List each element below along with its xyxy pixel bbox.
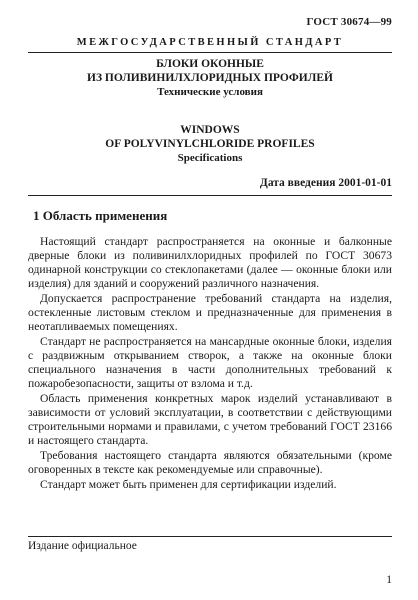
title-ru-subtitle: Технические условия — [157, 86, 263, 98]
paragraph: Настоящий стандарт распространяется на оконные и балконные дверные блоки из поливинилхлоридных профилей по ГОСТ 30673 одинарной конструкции со стеклопакетами (далее — оконные блоки или изделия) для зданий и сооружений различного назначения. — [28, 235, 392, 290]
standard-type-heading: МЕЖГОСУДАРСТВЕННЫЙ СТАНДАРТ — [76, 37, 344, 48]
section-heading: 1 Область применения — [33, 208, 168, 223]
title-en-subtitle: Specifications — [177, 152, 243, 164]
header-rule — [28, 52, 392, 53]
introduction-date: Дата введения 2001-01-01 — [259, 177, 392, 189]
title-en-line2: OF POLYVINYLCHLORIDE PROFILES — [105, 138, 315, 150]
paragraph: Область применения конкретных марок изделий устанавливают в зависимости от условий эксплуатации, в соответствии с действующими строительными нормами и правилами, с учетом требований ГОСТ 23166 и настоящего стандарта. — [28, 392, 392, 447]
edition-label: Издание официальное — [28, 540, 137, 552]
title-rule — [28, 195, 392, 196]
paragraph: Стандарт может быть применен для сертификации изделий. — [40, 478, 337, 491]
paragraph: Требования настоящего стандарта являются обязательными (кроме оговоренных в тексте как рекомендуемые или справочные). — [28, 449, 392, 476]
title-ru-line1: БЛОКИ ОКОННЫЕ — [156, 58, 264, 70]
title-english — [28, 123, 392, 165]
title-ru-line2: ИЗ ПОЛИВИНИЛХЛОРИДНЫХ ПРОФИЛЕЙ — [87, 72, 333, 84]
title-russian — [28, 57, 392, 99]
page-number: 1 — [386, 574, 392, 586]
title-en-line1: WINDOWS — [180, 124, 240, 136]
paragraph: Допускается распространение требований стандарта на изделия, остекленные листовым стеклом и предназначенные для применения в неотапливаемых помещениях. — [28, 292, 392, 333]
paragraph: Стандарт не распространяется на мансардные оконные блоки, изделия с раздвижным открыванием створок, а также на оконные блоки специального назначения в части дополнительных требований к пожаробезопасности, защиты от взлома и т.д. — [28, 335, 392, 390]
section-body — [28, 235, 392, 493]
document-number: ГОСТ 30674—99 — [306, 16, 392, 28]
footer-rule — [28, 536, 392, 537]
